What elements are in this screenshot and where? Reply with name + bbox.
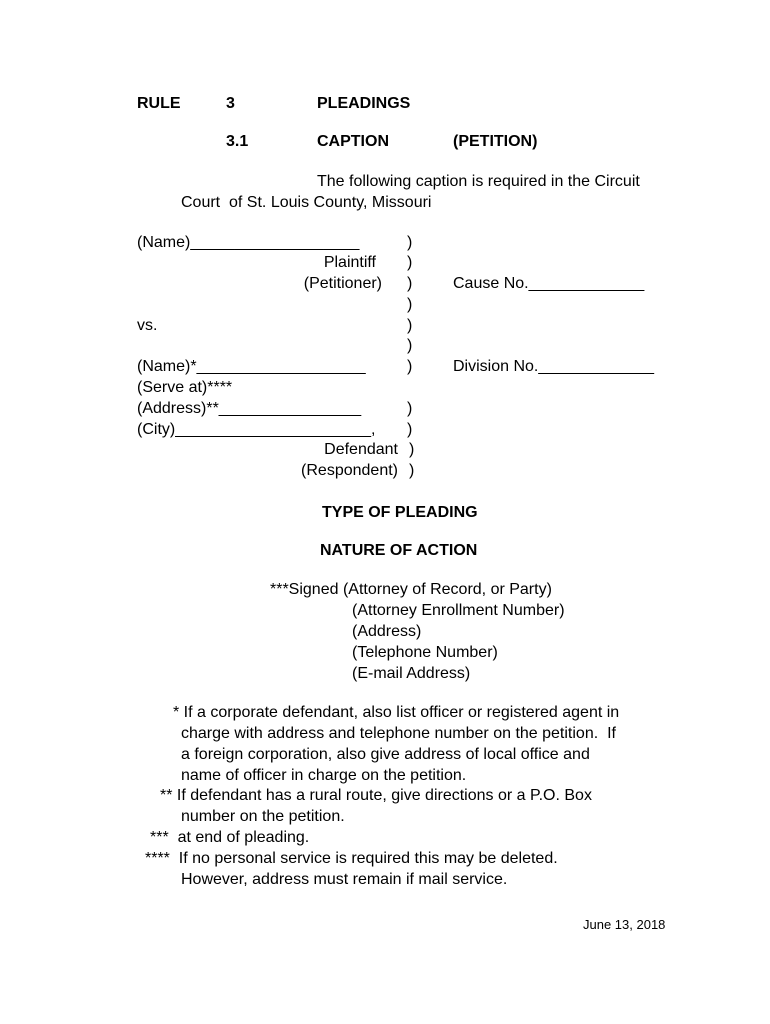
plaintiff-label: Plaintiff: [323, 254, 376, 271]
address-field: (Address)**________________: [137, 400, 362, 417]
signature-email: (E-mail Address): [352, 665, 471, 682]
caption-paren: ): [407, 317, 413, 334]
serve-at-label: (Serve at)****: [137, 379, 233, 396]
signature-telephone: (Telephone Number): [352, 644, 498, 661]
section-title: CAPTION: [317, 133, 389, 150]
caption-paren: ): [407, 421, 413, 438]
document-date: June 13, 2018: [583, 917, 666, 932]
section-subtitle: (PETITION): [453, 133, 538, 150]
plaintiff-name-field: (Name)___________________: [137, 234, 360, 251]
note-end-of-pleading: *** at end of pleading.: [150, 829, 310, 846]
defendant-name-field: (Name)*___________________: [137, 358, 366, 375]
rule-number: 3: [226, 95, 235, 112]
caption-paren: ): [407, 254, 413, 271]
caption-paren: ): [407, 234, 413, 251]
intro-line-2: Court of St. Louis County, Missouri: [181, 194, 432, 211]
caption-paren: ): [407, 400, 413, 417]
note-corporate: name of officer in charge on the petition.: [181, 767, 467, 784]
note-personal-service: However, address must remain if mail service.: [181, 871, 508, 888]
rule-title: PLEADINGS: [317, 95, 411, 112]
signature-enrollment: (Attorney Enrollment Number): [352, 602, 565, 619]
caption-paren: ): [407, 337, 413, 354]
respondent-label: (Respondent): [301, 462, 398, 479]
signature-address: (Address): [352, 623, 422, 640]
defendant-label: Defendant: [324, 441, 398, 458]
note-corporate: a foreign corporation, also give address of local office and: [181, 746, 590, 763]
caption-paren: ): [409, 462, 415, 479]
cause-number-field: Cause No._____________: [453, 275, 645, 292]
intro-line-1: The following caption is required in the Circuit: [317, 173, 640, 190]
signature-line: ***Signed (Attorney of Record, or Party): [270, 581, 552, 598]
note-personal-service: **** If no personal service is required this may be deleted.: [145, 850, 558, 867]
caption-paren: ): [409, 441, 415, 458]
note-rural-route: ** If defendant has a rural route, give directions or a P.O. Box: [160, 787, 592, 804]
rule-label: RULE: [137, 95, 181, 112]
type-of-pleading: TYPE OF PLEADING: [322, 504, 478, 521]
note-corporate: charge with address and telephone number on the petition. If: [181, 725, 616, 742]
city-field: (City)______________________,: [137, 421, 376, 438]
petitioner-label: (Petitioner): [303, 275, 382, 292]
section-number: 3.1: [226, 133, 249, 150]
versus-label: vs.: [137, 317, 158, 334]
nature-of-action: NATURE OF ACTION: [320, 542, 478, 559]
caption-paren: ): [407, 275, 413, 292]
division-number-field: Division No._____________: [453, 358, 655, 375]
note-rural-route: number on the petition.: [181, 808, 345, 825]
note-corporate: * If a corporate defendant, also list officer or registered agent in: [173, 704, 620, 721]
caption-paren: ): [407, 296, 413, 313]
caption-paren: ): [407, 358, 413, 375]
